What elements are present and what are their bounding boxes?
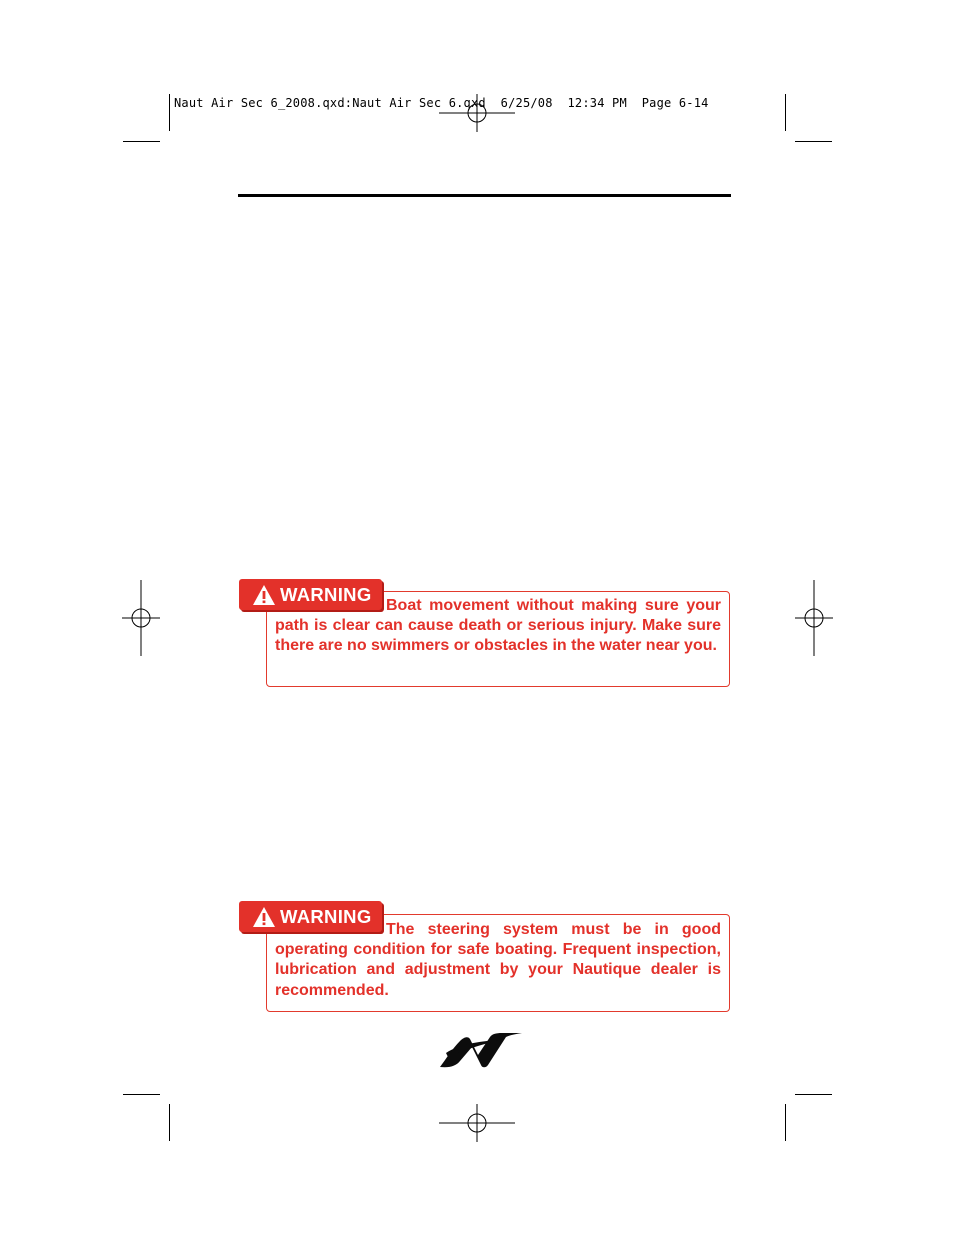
registration-mark-top-icon xyxy=(439,94,515,132)
nautique-logo xyxy=(438,1031,524,1069)
warning-label: WARNING xyxy=(280,905,372,927)
crop-mark xyxy=(785,94,786,131)
registration-mark-bottom-icon xyxy=(439,1104,515,1142)
crop-mark xyxy=(169,1104,170,1141)
warning-text xyxy=(275,596,721,657)
warning-message: Boat movement without making sure your path is clear can cause death or serious injury. Make sure there are no swimmers or obstacles in the water near you. xyxy=(275,597,721,655)
warning-triangle-icon xyxy=(252,906,276,928)
warning-triangle-icon xyxy=(252,584,276,606)
warning-label: WARNING xyxy=(280,583,372,605)
crop-mark xyxy=(795,1094,832,1095)
crop-mark xyxy=(795,141,832,142)
crop-mark xyxy=(123,141,160,142)
crop-mark xyxy=(785,1104,786,1141)
header-rule xyxy=(238,194,731,197)
crop-mark xyxy=(169,94,170,131)
warning-message: The steering system must be in good operating condition for safe boating. Frequent inspection, lubrication and adjustment by your Nautique dealer is recommended. xyxy=(275,921,721,999)
warning-text xyxy=(275,920,721,1001)
slug-line: Naut Air Sec 6_2008.qxd:Naut Air Sec 6.qxd 6/25/08 12:34 PM Page 6-14 xyxy=(174,96,709,110)
registration-mark-right-icon xyxy=(795,580,833,656)
registration-mark-left-icon xyxy=(122,580,160,656)
crop-mark xyxy=(123,1094,160,1095)
